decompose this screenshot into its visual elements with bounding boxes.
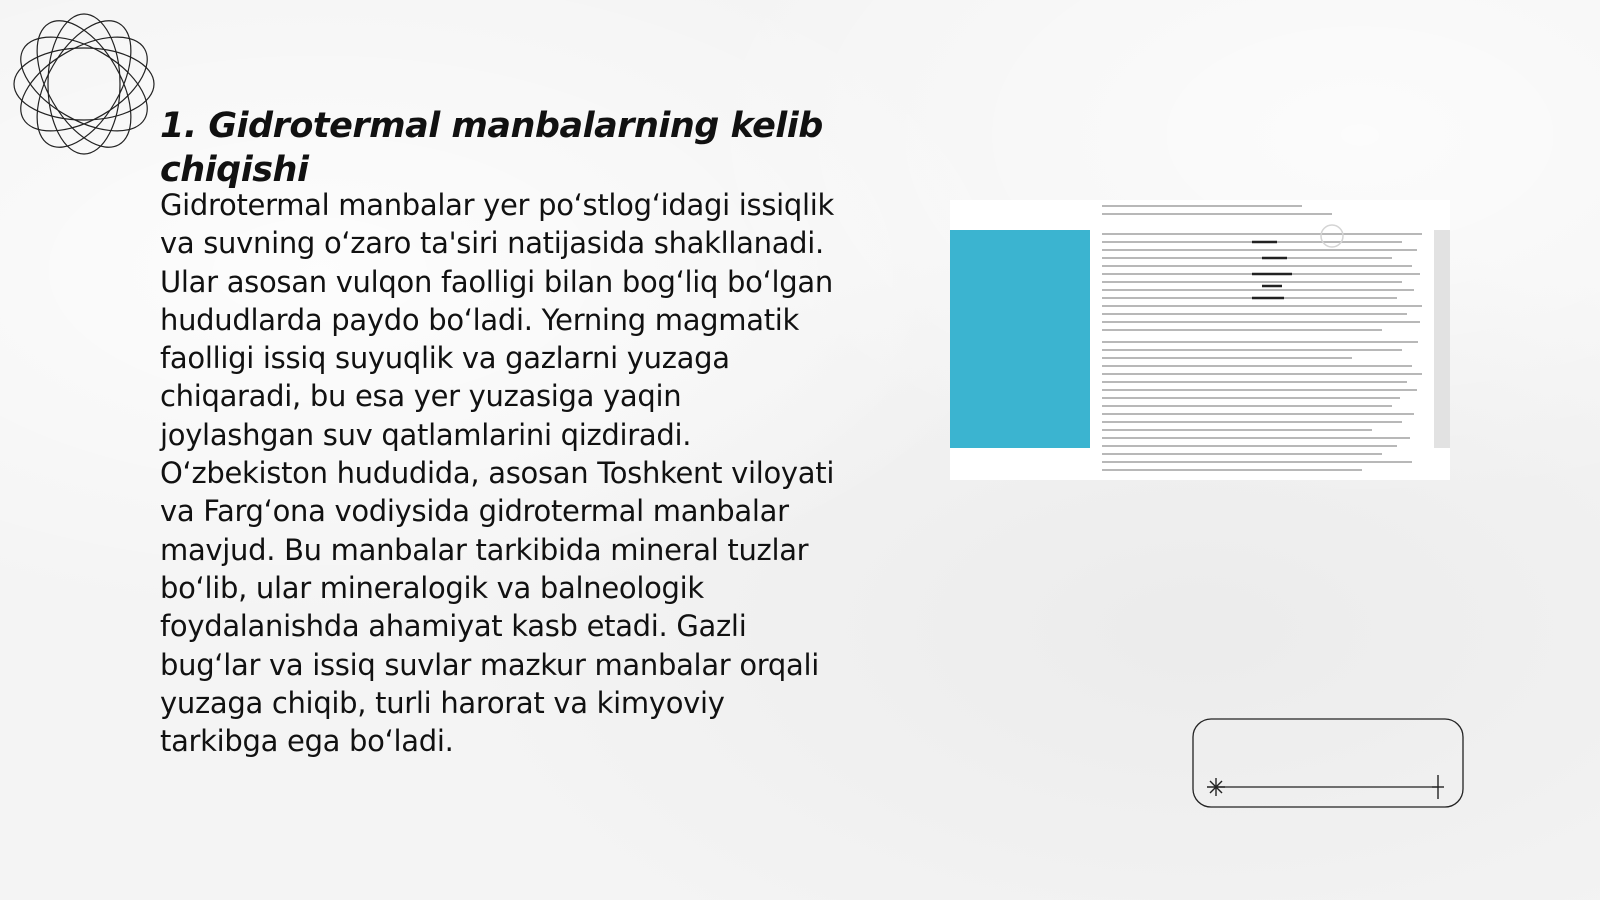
document-text-lines: [1102, 200, 1432, 480]
star-cross-icon: [1432, 775, 1444, 799]
slide-body-text: Gidrotermal manbalar yer po‘stlog‘idagi issiqlik va suvning o‘zaro ta'siri natijasida shakllanadi. Ular asosan vulqon faolligi bilan bog‘liq bo‘lgan hududlarda paydo bo‘ladi. Yerning magmatik faolligi issiq suyuqlik va gazlarni yuzaga chiqaradi, bu esa yer yuzasiga yaqin joylashgan suv qatlamlarini qizdiradi. O‘zbekiston hududida, asosan Toshkent viloyati va Farg‘ona vodiysida gidrotermal manbalar mavjud. Bu manbalar tarkibida mineral tuzlar bo‘lib, ular mineralogik va balneologik foydalanishda ahamiyat kasb etadi. Gazli bug‘lar va issiq suvlar mazkur manbalar orqali yuzaga chiqib, turli harorat va kimyoviy tarkibga ega bo‘ladi.: [160, 188, 835, 759]
document-scrollbar: [1434, 230, 1450, 448]
document-thumbnail: [950, 200, 1450, 480]
decorative-pill-frame: [1192, 718, 1464, 808]
document-accent-block: [950, 230, 1090, 448]
orbital-rings-icon: [10, 10, 158, 158]
slide-title: 1. Gidrotermal manbalarning kelib chiqishi: [160, 106, 823, 190]
sparkle-icon: [1207, 778, 1225, 796]
